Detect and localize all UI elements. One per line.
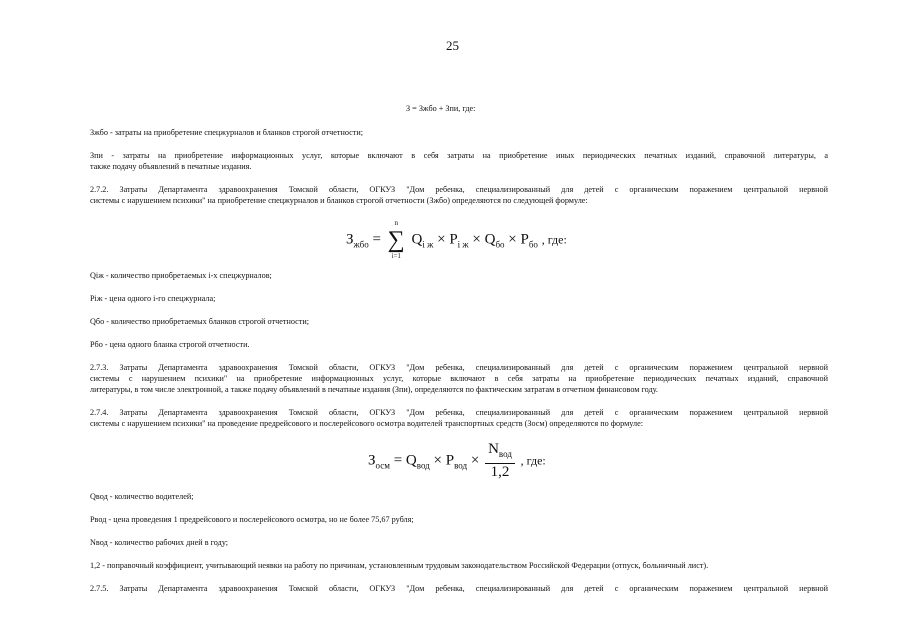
paragraph-2-7-2-line-1: 2.7.2. Затраты Департамента здравоохранения Томской области, ОГКУЗ "Дом ребенка, специализированный для детей с органическим поражением центральной нервной	[90, 185, 828, 194]
definition-pizh: Piж - цена одного i-го спецжурнала;	[90, 294, 216, 303]
paragraph-2-7-3-line-2: системы с нарушением психики" на приобретение информационных услуг, которые включают в себя затраты на приобретение периодических печатных изданий, справочной	[90, 374, 828, 383]
definition-pbo: Pбо - цена одного бланка строгой отчетности.	[90, 340, 250, 349]
definition-coefficient: 1,2 - поправочный коэффициент, учитывающий неявки на работу по причинам, установленным трудовым законодательством Российской Федерации (отпуск, больничный лист).	[90, 561, 709, 570]
formula-total: З = Зжбо + Зпи, где:	[406, 104, 476, 113]
paragraph-2-7-2-line-2: системы с нарушением психики" на приобретение спецжурналов и бланков строгой отчетности (Зжбо) определяются по следующей формуле:	[90, 196, 588, 205]
formula-zhbo-lhs: З	[346, 231, 354, 248]
definition-zhbo: Зжбо - затраты на приобретение спецжурналов и бланков строгой отчетности;	[90, 128, 364, 137]
fraction-nvod: $\frac{N_{вод}}{1,2}$	[485, 441, 515, 481]
paragraph-2-7-4-line-1: 2.7.4. Затраты Департамента здравоохранения Томской области, ОГКУЗ "Дом ребенка, специализированный для детей с органическим поражением центральной нервной	[90, 408, 828, 417]
definition-nvod: Nвод - количество рабочих дней в году;	[90, 538, 229, 547]
formula-zhbo: $З_{жбо}$ = n ∑ i=1 $Q_{i ж} \times P_{i ж} \times Q_{бо} \times P_{бо}$ , где:	[346, 219, 567, 260]
definition-zpi-line-1: Зпи - затраты на приобретение информационных услуг, которые включают в себя затраты на приобретение иных периодических печатных изданий, справочной литературы, а	[90, 151, 828, 160]
definition-zpi-line-2: также подачу объявлений в печатные издания.	[90, 162, 252, 171]
page-number: 25	[446, 38, 459, 53]
definition-qvod: Qвод - количество водителей;	[90, 492, 194, 501]
definition-qizh: Qiж - количество приобретаемых i-х спецжурналов;	[90, 271, 272, 280]
paragraph-2-7-3-line-1: 2.7.3. Затраты Департамента здравоохранения Томской области, ОГКУЗ "Дом ребенка, специализированный для детей с органическим поражением центральной нервной	[90, 363, 828, 372]
paragraph-2-7-3-line-3: литературы, в том числе электронной, а также подачу объявлений в печатные издания (Зпи), определяются по фактическим затратам в отчетном финансовом году.	[90, 385, 658, 394]
definition-qbo: Qбо - количество приобретаемых бланков строгой отчетности;	[90, 317, 309, 326]
sum-sigma: n ∑ i=1	[387, 219, 405, 260]
paragraph-2-7-5-line-1: 2.7.5. Затраты Департамента здравоохранения Томской области, ОГКУЗ "Дом ребенка, специализированный для детей с органическим поражением центральной нервной	[90, 584, 828, 593]
definition-pvod: Pвод - цена проведения 1 предрейсового и послерейсового осмотра, но не более 75,67 рубля;	[90, 515, 414, 524]
paragraph-2-7-4-line-2: системы с нарушением психики" на проведение предрейсового и послерейсового осмотра водителей транспортных средств (Зосм) определяются по формуле:	[90, 419, 644, 428]
formula-zosm: $З_{осм} = Q_{вод} \times P_{вод}$ × $\frac{N_{вод}}{1,2}$ , где:	[368, 441, 546, 480]
